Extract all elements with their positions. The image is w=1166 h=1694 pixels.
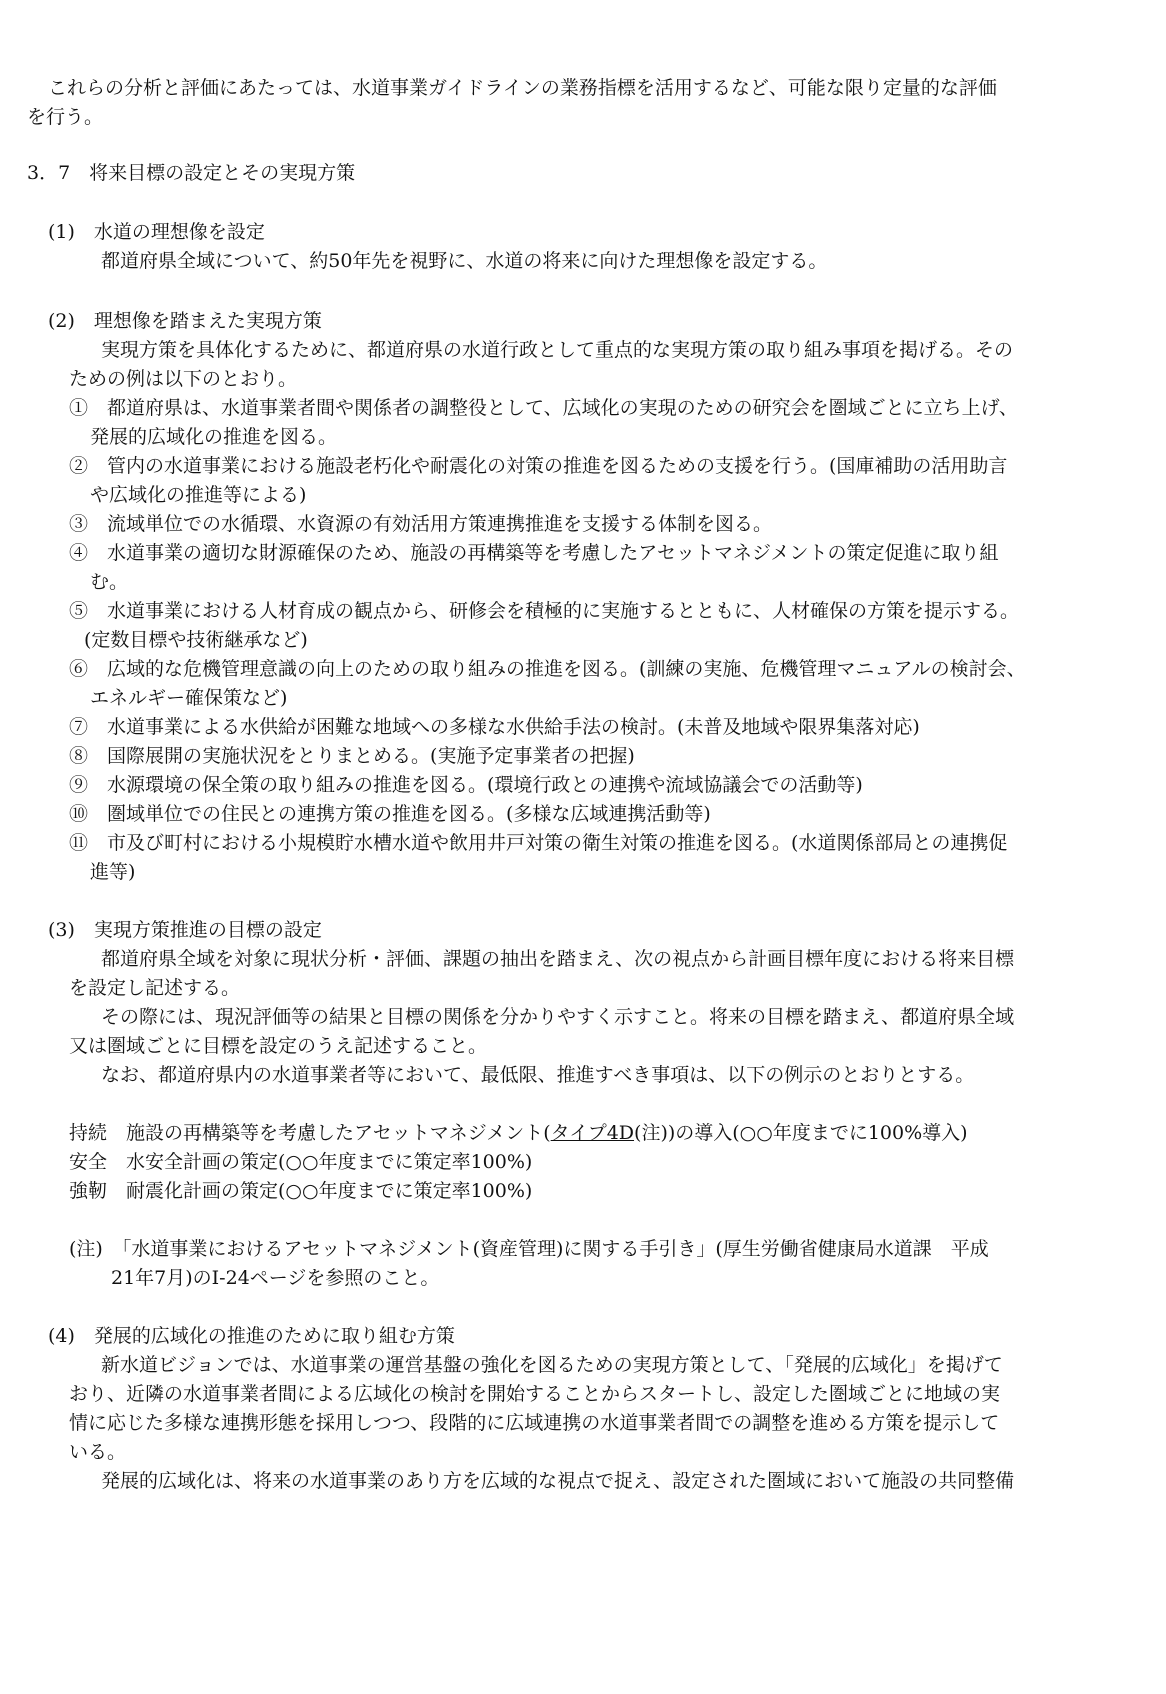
sub2-intro-line-2: ための例は以下のとおり。: [69, 368, 298, 390]
sub4-heading: (4) 発展的広域化の推進のために取り組む方策: [48, 1325, 455, 1347]
intro-line-1: これらの分析と評価にあたっては、水道事業ガイドラインの業務指標を活用するなど、可能な限り定量的な評価: [48, 77, 997, 99]
sub3-para3: なお、都道府県内の水道事業者等において、最低限、推進すべき事項は、以下の例示のとおりとする。: [101, 1064, 975, 1086]
list-item-5-cont: (定数目標や技術継承など): [84, 629, 308, 651]
list-item-6: ⑥ 広域的な危機管理意識の向上のための取り組みの推進を図る。(訓練の実施、危機管理マニュアルの検討会、: [69, 658, 1026, 680]
list-item-4: ④ 水道事業の適切な財源確保のため、施設の再構築等を考慮したアセットマネジメントの策定促進に取り組: [69, 542, 999, 564]
note-line-1: (注) 「水道事業におけるアセットマネジメント(資産管理)に関する手引き」(厚生労働省健康局水道課 平成: [69, 1238, 989, 1260]
sub3-para1-line-1: 都道府県全域を対象に現状分析・評価、課題の抽出を踏まえ、次の視点から計画目標年度における将来目標: [101, 948, 1015, 970]
list-item-2: ② 管内の水道事業における施設老朽化や耐震化の対策の推進を図るための支援を行う。(国庫補助の活用助言: [69, 455, 1008, 477]
sub3-para2-line-1: その際には、現況評価等の結果と目標の関係を分かりやすく示すこと。将来の目標を踏まえ、都道府県全域: [101, 1006, 1015, 1028]
goal-sustainability-pre: 持続 施設の再構築等を考慮したアセットマネジメント(: [69, 1122, 551, 1144]
sub4-para1-line-4: いる。: [69, 1441, 127, 1463]
goal-type-link: タイプ4D: [550, 1122, 635, 1144]
list-item-4-cont: む。: [90, 571, 129, 593]
sub3-para2-line-2: 又は圏域ごとに目標を設定のうえ記述すること。: [69, 1035, 488, 1057]
intro-line-2: を行う。: [27, 106, 104, 128]
list-item-2-cont: や広域化の推進等による): [90, 484, 307, 506]
list-item-3: ③ 流域単位での水循環、水資源の有効活用方策連携推進を支援する体制を図る。: [69, 513, 773, 535]
sub1-heading: (1) 水道の理想像を設定: [48, 221, 265, 243]
list-item-11: ⑪ 市及び町村における小規模貯水槽水道や飲用井戸対策の衛生対策の推進を図る。(水道関係部局との連携促: [69, 832, 1008, 854]
list-item-1: ① 都道府県は、水道事業者間や関係者の調整役として、広域化の実現のための研究会を圏域ごとに立ち上げ、: [69, 397, 1018, 419]
list-item-9: ⑨ 水源環境の保全策の取り組みの推進を図る。(環境行政との連携や流域協議会での活動等): [69, 774, 863, 796]
sub2-heading: (2) 理想像を踏まえた実現方策: [48, 310, 322, 332]
sub2-intro-line-1: 実現方策を具体化するために、都道府県の水道行政として重点的な実現方策の取り組み事項を掲げる。その: [101, 339, 1014, 361]
list-item-1-cont: 発展的広域化の推進を図る。: [90, 426, 338, 448]
goal-resilience: 強靭 耐震化計画の策定(○○年度までに策定率100%): [69, 1180, 533, 1202]
sub3-para1-line-2: を設定し記述する。: [69, 977, 241, 999]
sub4-para1-line-2: おり、近隣の水道事業者間による広域化の検討を開始することからスタートし、設定した圏域ごとに地域の実: [69, 1383, 1001, 1405]
sub4-para2-line-1: 発展的広域化は、将来の水道事業のあり方を広域的な視点で捉え、設定された圏域において施設の共同整備: [101, 1470, 1015, 1492]
list-item-8: ⑧ 国際展開の実施状況をとりまとめる。(実施予定事業者の把握): [69, 745, 635, 767]
list-item-7: ⑦ 水道事業による水供給が困難な地域への多様な水供給手法の検討。(未普及地域や限界集落対応): [69, 716, 920, 738]
section-heading: 3．7 将来目標の設定とその実現方策: [27, 162, 356, 184]
sub1-body: 都道府県全域について、約50年先を視野に、水道の将来に向けた理想像を設定する。: [101, 250, 828, 272]
goal-sustainability-post: (注))の導入(○○年度までに100%導入): [634, 1122, 968, 1144]
sub4-para1-line-1: 新水道ビジョンでは、水道事業の運営基盤の強化を図るための実現方策として、「発展的広域化」を掲げて: [101, 1354, 1003, 1376]
list-item-6-cont: エネルギー確保策など): [90, 687, 288, 709]
list-item-11-cont: 進等): [90, 861, 136, 883]
note-line-2: 21年7月)のⅠ-24ページを参照のこと。: [111, 1267, 440, 1289]
goal-sustainability: [69, 1120, 968, 1146]
sub4-para1-line-3: 情に応じた多様な連携形態を採用しつつ、段階的に広域連携の水道事業者間での調整を進める方策を提示して: [69, 1412, 1000, 1434]
sub3-heading: (3) 実現方策推進の目標の設定: [48, 919, 322, 941]
list-item-10: ⑩ 圏域単位での住民との連携方策の推進を図る。(多様な広域連携活動等): [69, 803, 711, 825]
goal-safety: 安全 水安全計画の策定(○○年度までに策定率100%): [69, 1151, 533, 1173]
list-item-5: ⑤ 水道事業における人材育成の観点から、研修会を積極的に実施するとともに、人材確保の方策を提示する。: [69, 600, 1020, 622]
